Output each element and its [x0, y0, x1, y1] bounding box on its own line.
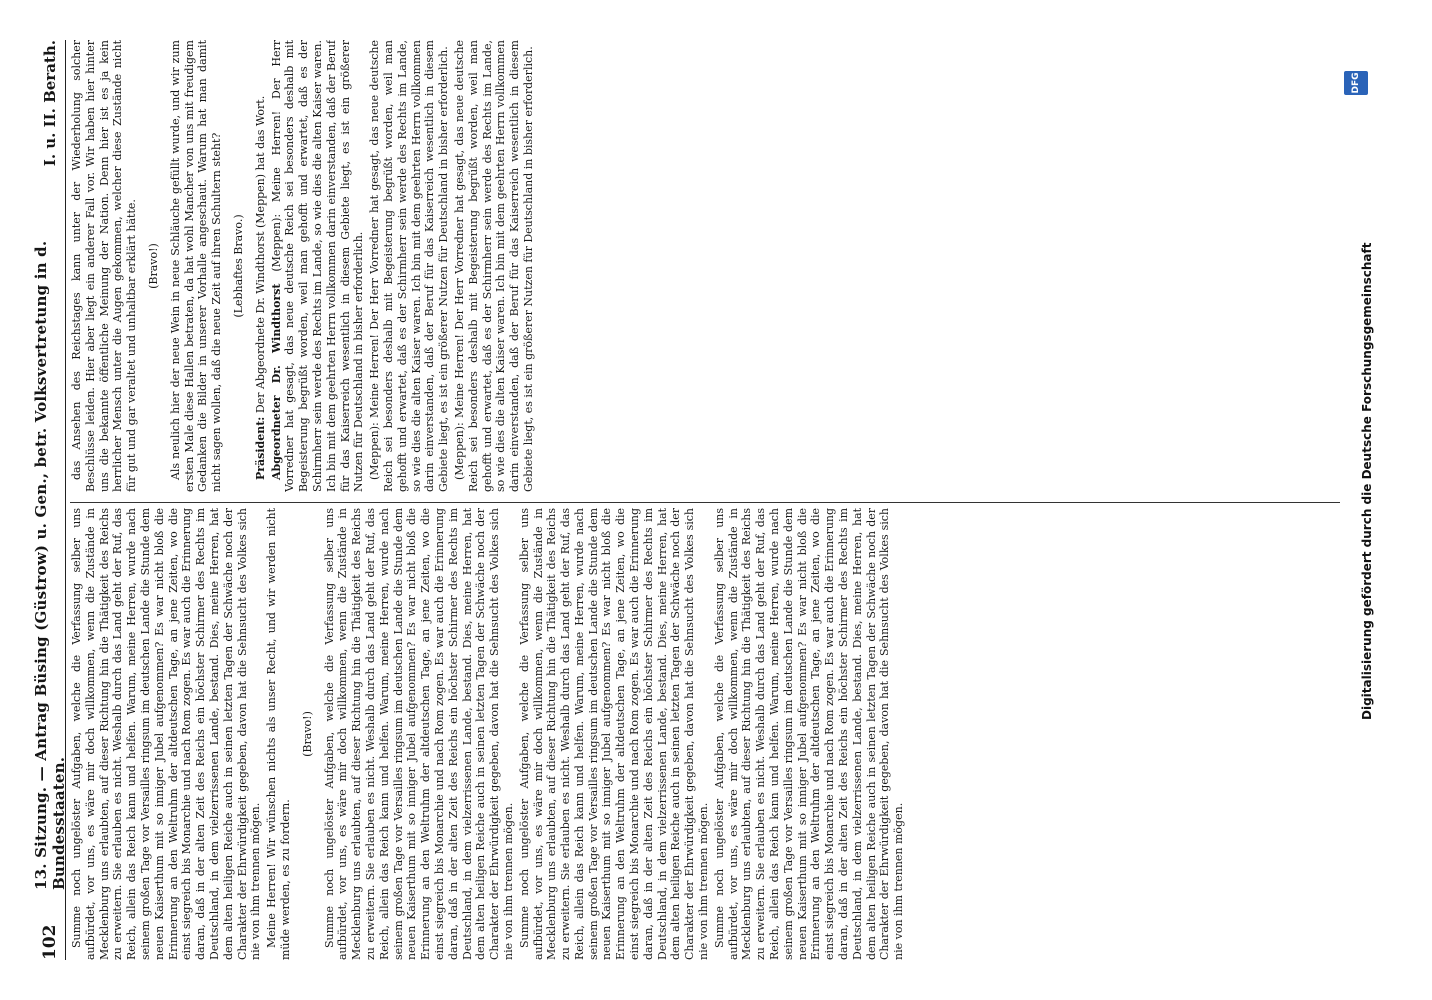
paragraph: Summe noch ungelöster Aufgaben, welche die Verfassung selber uns aufbürdet, vor uns, es wäre mir doch willkommen, wenn die Zustände in Mecklenburg uns erlaubten, auf dieser Richtung hin die Thätigkeit des Reichs zu erweitern. Sie erlauben es nicht. Weshalb durch das Land geht der Ruf, das Reich, allein das Reich kann und helfen. Warum, meine Herren, wurde nach seinem großen Tage vor Versailles ringsum im deutschen Lande die Stunde dem neuen Kaiserthum mit so inniger Jubel aufgenommen? Es war nicht bloß die Erinnerung an den Weltruhm der altdeutschen Tage, an jene Zeiten, wo die einst siegreich bis Monarchie und nach Rom zogen. Es war auch die Erinnerung daran, daß in der alten Zeit des Reichs ein höchster Schirmer des Rechts im Deutschland, in dem vielzerrissenen Lande, bestand. Dies, meine Herren, hat dem alten heiligen Reiche auch in seinen letzten Tagen der Schwäche noch der Charakter der Ehrwürdigkeit gegeben, davon hat die Sehnsucht des Volkes sich nie von ihm trennen mögen.: [517, 507, 711, 960]
paragraph: (Meppen): Meine Herren! Der Herr Vorredner hat gesagt, das neue deutsche Reich sei besonders deshalb mit Begeisterung begrüßt worden, weil man gehofft und erwartet, daß es der Schirmherr sein werde des Rechts im Lande, so wie dies die alten Kaiser waren. Ich bin mit dem geehrten Herrn vollkommen darin einverstanden, daß der Beruf für das Kaiserreich wesentlich in diesem Gebiete liegt, es ist ein größerer Nutzen für Deutschland in bisher erforderlich.: [368, 40, 451, 493]
paragraph: Meine Herren! Wir wünschen nichts als unser Recht, und wir werden nicht müde werden, es zu fordern.: [265, 507, 292, 960]
applause-note: (Bravo!): [146, 243, 160, 289]
applause-note: (Lebhaftes Bravo.): [231, 214, 245, 318]
speaker-text: (Meppen): Meine Herren! Der Herr Vorredner hat gesagt, das neue deutsche Reich sei besonders deshalb mit Begeisterung begrüßt worden, weil man gehofft und erwartet, daß es der Schirmherr sein werde des Rechts im Lande, so wie dies die alten Kaiser waren. Ich bin mit dem geehrten Herrn vollkommen darin einverstanden, daß der Beruf für das Kaiserreich wesentlich in diesem Gebiete liegt, es ist ein größerer Nutzen für Deutschland in bisher erforderlich.: [269, 40, 366, 493]
president-label: Präsident:: [253, 416, 267, 481]
paragraph: (Meppen): Meine Herren! Der Herr Vorredner hat gesagt, das neue deutsche Reich sei besonders deshalb mit Begeisterung begrüßt worden, weil man gehofft und erwartet, daß es der Schirmherr sein werde des Rechts im Lande, so wie dies die alten Kaiser waren. Ich bin mit dem geehrten Herrn vollkommen darin einverstanden, daß der Beruf für das Kaiserreich wesentlich in diesem Gebiete liegt, es ist ein größerer Nutzen für Deutschland in bisher erforderlich.: [452, 40, 535, 493]
text-columns: [70, 40, 1340, 960]
column-divider: [70, 492, 1340, 503]
dfg-logo: DFG: [1344, 71, 1368, 95]
page-number: 102: [40, 924, 60, 960]
president-line: [254, 40, 268, 492]
applause-note: (Bravo!): [300, 711, 314, 757]
credit-text: Digitalisierung gefördert durch die Deutsche Forschungsgemeinschaft: [1360, 242, 1374, 720]
running-header: [32, 40, 68, 960]
president-text: Der Abgeordnete Dr. Windthorst (Meppen) hat das Wort.: [253, 95, 267, 414]
right-column: [70, 40, 1340, 492]
paragraph: Summe noch ungelöster Aufgaben, welche die Verfassung selber uns aufbürdet, vor uns, es wäre mir doch willkommen, wenn die Zustände in Mecklenburg uns erlaubten, auf dieser Richtung hin die Thätigkeit des Reichs zu erweitern. Sie erlauben es nicht. Weshalb durch das Land geht der Ruf, das Reich, allein das Reich kann und helfen. Warum, meine Herren, wurde nach seinem großen Tage vor Versailles ringsum im deutschen Lande die Stunde dem neuen Kaiserthum mit so inniger Jubel aufgenommen? Es war nicht bloß die Erinnerung an den Weltruhm der altdeutschen Tage, an jene Zeiten, wo die einst siegreich bis Monarchie und nach Rom zogen. Es war auch die Erinnerung daran, daß in der alten Zeit des Reichs ein höchster Schirmer des Rechts im Deutschland, in dem vielzerrissenen Lande, bestand. Dies, meine Herren, hat dem alten heiligen Reiche auch in seinen letzten Tagen der Schwäche noch der Charakter der Ehrwürdigkeit gegeben, davon hat die Sehnsucht des Volkes sich nie von ihm trennen mögen.: [322, 507, 515, 960]
digitization-credit: [1352, 0, 1392, 1000]
speaker-label: Abgeordneter Dr. Windthorst: [269, 283, 283, 481]
paragraph: Als neulich hier der neue Wein in neue Schläuche gefüllt wurde, und wir zum ersten Male diese Hallen betraten, da hat wohl Mancher von uns mit freudigem Gedanken die Bilder in unserer Vorhalle angeschaut. Warum hat man damit nicht sagen wollen, daß die neue Zeit auf ihren Schultern steht?: [168, 40, 224, 493]
page-title: 13. Sitzung. — Antrag Büsing (Güstrow) u. Gen., betr. Volksvertretung in d. Bundesstaaten.: [32, 240, 68, 890]
speaker-paragraph: [270, 40, 367, 492]
paragraph: das Ansehen des Reichstages kann unter der Wiederholung solcher Beschlüsse leiden. Hier aber liegt ein anderer Fall vor. Wir haben hier hinter uns die bekannte öffentliche Meinung der Nation. Denn hier ist es ja kein herrlicher Mensch unter die Augen gekommen, welcher diese Zustände nicht für gut und gar veraltet und unhaltbar erklärt hätte.: [70, 40, 139, 493]
paragraph: Summe noch ungelöster Aufgaben, welche die Verfassung selber uns aufbürdet, vor uns, es wäre mir doch willkommen, wenn die Zustände in Mecklenburg uns erlaubten, auf dieser Richtung hin die Thätigkeit des Reichs zu erweitern. Sie erlauben es nicht. Weshalb durch das Land geht der Ruf, das Reich, allein das Reich kann und helfen. Warum, meine Herren, wurde nach seinem großen Tage vor Versailles ringsum im deutschen Lande die Stunde dem neuen Kaiserthum mit so inniger Jubel aufgenommen? Es war nicht bloß die Erinnerung an den Weltruhm der altdeutschen Tage, an jene Zeiten, wo die einst siegreich bis Monarchie und nach Rom zogen. Es war auch die Erinnerung daran, daß in der alten Zeit des Reichs ein höchster Schirmer des Rechts im Deutschland, in dem vielzerrissenen Lande, bestand. Dies, meine Herren, hat dem alten heiligen Reiche auch in seinen letzten Tagen der Schwäche noch der Charakter der Ehrwürdigkeit gegeben, davon hat die Sehnsucht des Volkes sich nie von ihm trennen mögen.: [712, 507, 906, 960]
paragraph: Summe noch ungelöster Aufgaben, welche die Verfassung selber uns aufbürdet, vor uns, es wäre mir doch willkommen, wenn die Zustände in Mecklenburg uns erlaubten, auf dieser Richtung hin die Thätigkeit des Reichs zu erweitern. Sie erlauben es nicht. Weshalb durch das Land geht der Ruf, das Reich, allein das Reich kann und helfen. Warum, meine Herren, wurde nach seinem großen Tage vor Versailles ringsum im deutschen Lande die Stunde dem neuen Kaiserthum mit so inniger Jubel aufgenommen? Es war nicht bloß die Erinnerung an den Weltruhm der altdeutschen Tage, an jene Zeiten, wo die einst siegreich bis Monarchie und nach Rom zogen. Es war auch die Erinnerung daran, daß in der alten Zeit des Reichs ein höchster Schirmer des Rechts im Deutschland, in dem vielzerrissenen Lande, bestand. Dies, meine Herren, hat dem alten heiligen Reiche auch in seinen letzten Tagen der Schwäche noch der Charakter der Ehrwürdigkeit gegeben, davon hat die Sehnsucht des Volkes sich nie von ihm trennen mögen.: [70, 507, 263, 960]
left-column: [70, 508, 1340, 960]
section-label: I. u. II. Berath.: [41, 40, 59, 167]
